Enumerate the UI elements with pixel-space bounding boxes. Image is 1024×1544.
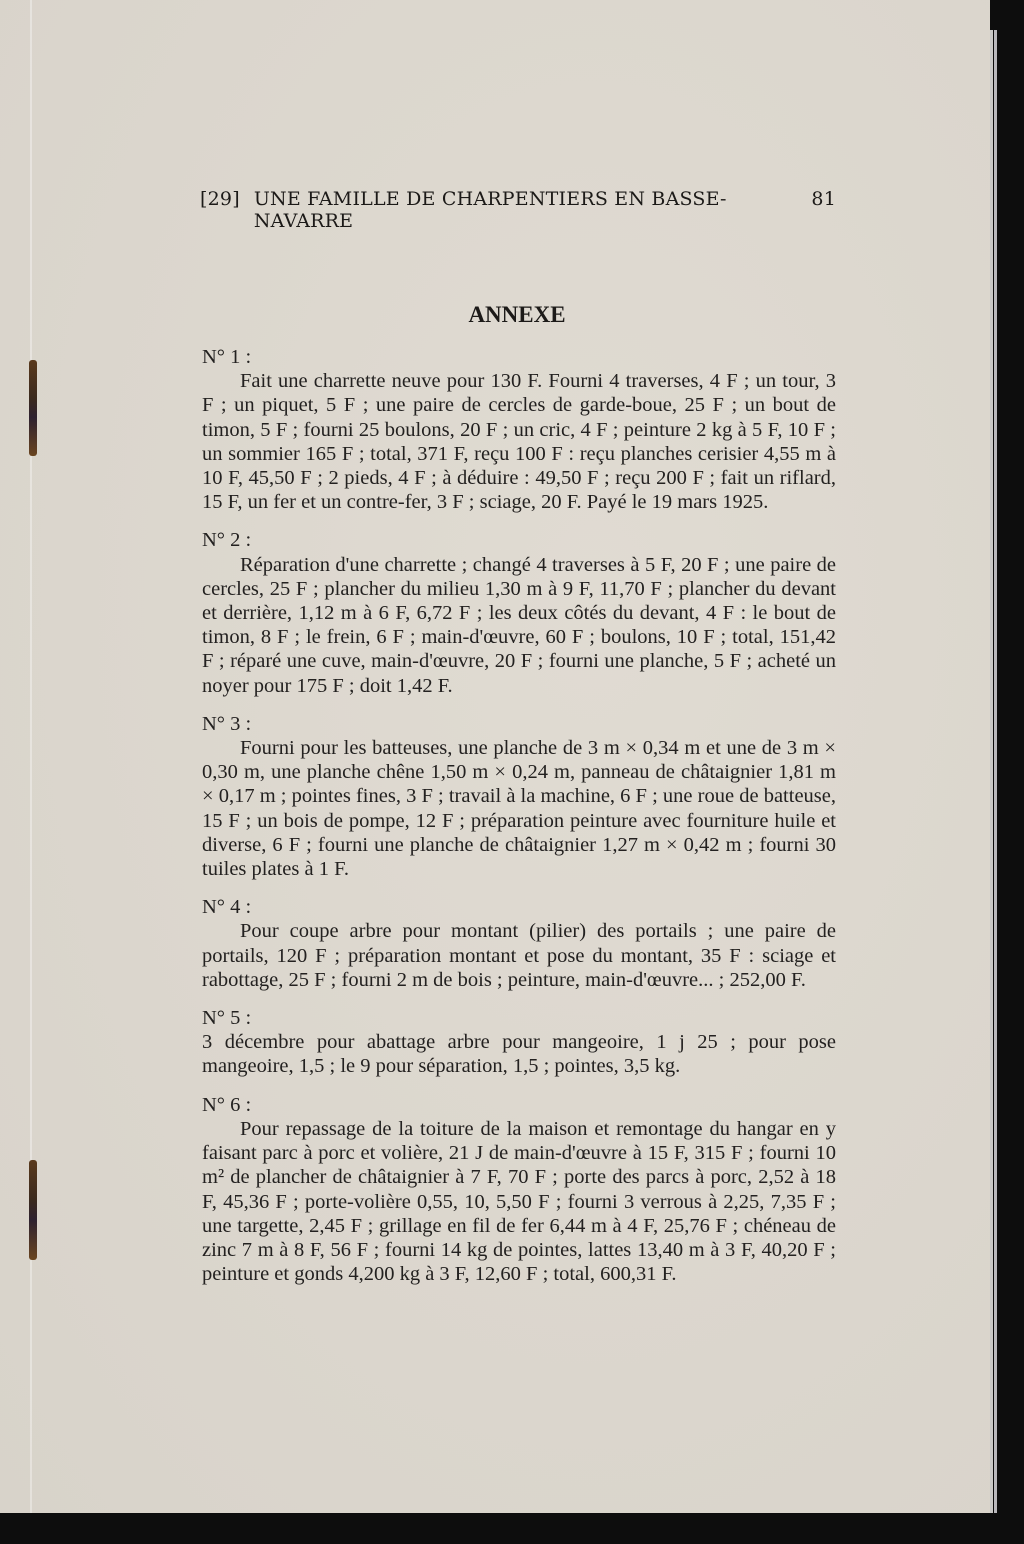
binding-fold xyxy=(30,0,32,1513)
chapter-reference: [29] xyxy=(200,188,240,210)
entry-text: Pour coupe arbre pour montant (pilier) des portails ; une paire de portails, 120 F ; préparation montant et pose du montant, 35 F : sciage et rabottage, 25 F ; fourni 2 m de bois ; peinture, main-d'œuvre... ; 252,00 F. xyxy=(202,920,836,991)
entry-text: Fait une charrette neuve pour 130 F. Fourni 4 traverses, 4 F ; un tour, 3 F ; un piquet, 5 F ; une paire de cercles de garde-boue, 25 F ; un bout de timon, 5 F ; fourni 25 boulons, 20 F ; un cric, 4 F ; peinture 2 kg à 5 F, 10 F ; un sommier 165 F ; total, 371 F, reçu 100 F : reçu planches cerisier 4,55 m à 10 F, 45,50 F ; 2 pieds, 4 F ; à déduire : 49,50 F ; reçu 200 F ; fait un riflard, 15 F, un fer et un contre-fer, 3 F ; sciage, 20 F. Payé le 19 mars 1925. xyxy=(202,370,836,514)
entry-text: Fourni pour les batteuses, une planche de 3 m × 0,34 m et une de 3 m × 0,30 m, une planche chêne 1,50 m × 0,24 m, panneau de châtaignier 1,81 m × 0,17 m ; pointes fines, 3 F ; travail à la machine, 6 F ; une roue de batteuse, 15 F ; un bois de pompe, 12 F ; préparation peinture avec fourniture huile et diverse, 6 F ; fourni une planche de châtaignier 1,27 m × 0,42 m ; fourni 30 tuiles plates à 1 F. xyxy=(202,737,836,881)
annexe-body xyxy=(202,345,836,1300)
entry-label: N° 2 : xyxy=(202,529,252,552)
running-title: UNE FAMILLE DE CHARPENTIERS EN BASSE-NAVARRE xyxy=(253,188,727,232)
entry-label: N° 1 : xyxy=(202,346,252,368)
running-header xyxy=(200,188,836,232)
entry-label: N° 6 : xyxy=(202,1093,252,1116)
entry-text: Réparation d'une charrette ; changé 4 traverses à 5 F, 20 F ; une paire de cercles, 25 F ; plancher du milieu 1,30 m à 9 F, 11,70 F ; plancher du devant et derrière, 1,12 m à 6 F, 6,72 F ; les deux côtés du devant, 4 F : le bout de timon, 8 F ; le frein, 6 F ; main-d'œuvre, 60 F ; boulons, 10 F ; total, 151,42 F ; réparé une cuve, main-d'œuvre, 20 F ; fourni une planche, 5 F ; acheté un noyer pour 175 F ; doit 1,42 F. xyxy=(202,553,836,697)
annexe-entry-2 xyxy=(202,528,836,697)
entry-label: N° 3 : xyxy=(202,712,252,735)
staple-icon xyxy=(29,1160,37,1260)
staple-icon xyxy=(29,360,37,456)
annexe-entry-4 xyxy=(202,895,836,992)
annexe-entry-5 xyxy=(202,1006,836,1079)
annexe-entry-1 xyxy=(202,345,836,514)
entry-text: 3 décembre pour abattage arbre pour mangeoire, 1 j 25 ; pour pose mangeoire, 1,5 ; le 9 pour séparation, 1,5 ; pointes, 3,5 kg. xyxy=(202,1031,836,1078)
entry-label: N° 5 : xyxy=(202,1007,252,1030)
page-edge xyxy=(994,30,997,1513)
annexe-entry-6 xyxy=(202,1093,836,1287)
page-number: 81 xyxy=(811,188,836,210)
page-edge xyxy=(990,30,993,1513)
annexe-entry-3 xyxy=(202,712,836,881)
section-title: ANNEXE xyxy=(468,302,566,327)
entry-label: N° 4 : xyxy=(202,896,252,919)
entry-text: Pour repassage de la toiture de la maison et remontage du hangar en y faisant parc à porc et volière, 21 J de main-d'œuvre à 15 F, 315 F ; fourni 10 m² de plancher de châtaignier à 7 F, 70 F ; porte des parcs à porc, 2,52 à 18 F, 45,36 F ; porte-volière 0,55, 10, 5,50 F ; fourni 3 verrous à 2,25, 7,35 F ; une targette, 2,45 F ; grillage en fil de fer 6,44 m à 4 F, 25,76 F ; chéneau de zinc 7 m à 8 F, 56 F ; fourni 14 kg de pointes, lattes 13,40 m à 3 F, 40,20 F ; peinture et gonds 4,200 kg à 3 F, 12,60 F ; total, 600,31 F. xyxy=(202,1117,836,1286)
